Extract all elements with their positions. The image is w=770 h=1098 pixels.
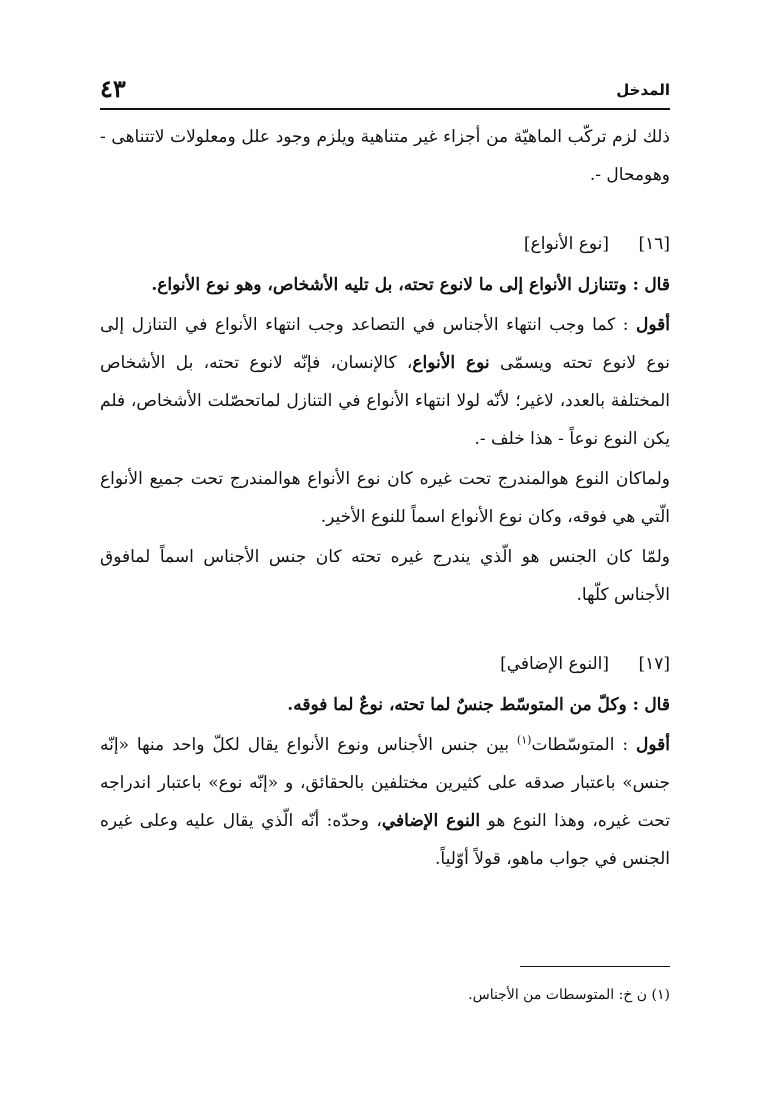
intro-text: ذلك لزم تركّب الماهيّة من أجزاء غير متناهية ويلزم وجود علل ومعلولات لاتتناهى - وهومحال -.	[100, 127, 670, 185]
footnote-text: (١) ن خ: المتوسطات من الأجناس.	[468, 987, 670, 1003]
section-17-heading	[100, 644, 670, 684]
para-3-text: ولمّا كان الجنس هو الّذي يندرج غيره تحته كان جنس الأجناس اسماً لمافوق الأجناس كلّها.	[100, 547, 670, 605]
aqul-bold-term: نوع الأنواع	[412, 353, 490, 373]
footnote-rule	[520, 966, 670, 967]
aqul-label: أقول	[636, 735, 671, 755]
aqul-text-2: ، كالإنسان، فإنّه لانوع تحته، بل الأشخاص المختلفة بالعدد، لاغير؛ لأنّه لولا انتهاء الأنواع في التنازل لماتحصّلت الأشخاص، فلم يكن النوع نوعاً - هذا خلف -.	[100, 353, 670, 449]
spacer	[100, 616, 670, 644]
aqul-label: أقول	[636, 315, 671, 335]
section-16-heading	[100, 224, 670, 264]
header-rule	[100, 108, 670, 110]
footnote-marker[interactable]: (١)	[516, 733, 532, 747]
spacer	[100, 196, 670, 224]
running-head: المدخل	[616, 81, 670, 99]
main-text	[100, 118, 670, 880]
page-number: ٤٣	[100, 74, 126, 103]
aqul-text-1: : المتوسّطات	[531, 735, 629, 755]
intro-paragraph	[100, 118, 670, 194]
section-16-para-2	[100, 460, 670, 536]
section-17-number: [١٧]	[638, 654, 670, 674]
aqul-bold-term: النوع الإضافي	[381, 811, 481, 831]
page-header	[100, 74, 670, 110]
section-16-qal	[100, 266, 670, 304]
footnote	[100, 982, 670, 1008]
section-17-title: [النوع الإضافي]	[500, 654, 610, 674]
section-16-number: [١٦]	[638, 234, 670, 254]
section-16-aqul	[100, 306, 670, 458]
aqul-text-2: بين جنس الأجناس ونوع الأنواع يقال لكلّ واحد منها «إنّه جنس» باعتبار صدقه على كثيرين مختلفين بالحقائق، و «إنّه نوع» باعتبار اندراجه تحت غيره، وهذا النوع هو	[100, 735, 670, 831]
aqul-text-1: : كما وجب انتهاء الأجناس في التصاعد وجب انتهاء الأنواع في التنازل إلى نوع لانوع تحته ويسمّى	[100, 315, 671, 373]
qal-label: قال	[644, 695, 670, 715]
qal-text: : وتتنازل الأنواع إلى ما لانوع تحته، بل تليه الأشخاص، وهو نوع الأنواع.	[151, 275, 639, 295]
section-16-title: [نوع الأنواع]	[523, 234, 610, 254]
para-2-text: ولماكان النوع هوالمندرج تحت غيره كان نوع الأنواع هوالمندرج تحت جميع الأنواع الّتي هي فوقه، وكان نوع الأنواع اسماً للنوع الأخير.	[100, 469, 670, 527]
qal-text: : وكلّ من المتوسّط جنسٌ لما تحته، نوعٌ لما فوقه.	[287, 695, 639, 715]
section-17-qal	[100, 686, 670, 724]
section-17-aqul	[100, 726, 670, 878]
aqul-text-3: ، وحدّه: أنّه الّذي يقال عليه وعلى غيره الجنس في جواب ماهو، قولاً أوّلياً.	[100, 811, 670, 869]
section-16-para-3	[100, 538, 670, 614]
qal-label: قال	[644, 275, 670, 295]
